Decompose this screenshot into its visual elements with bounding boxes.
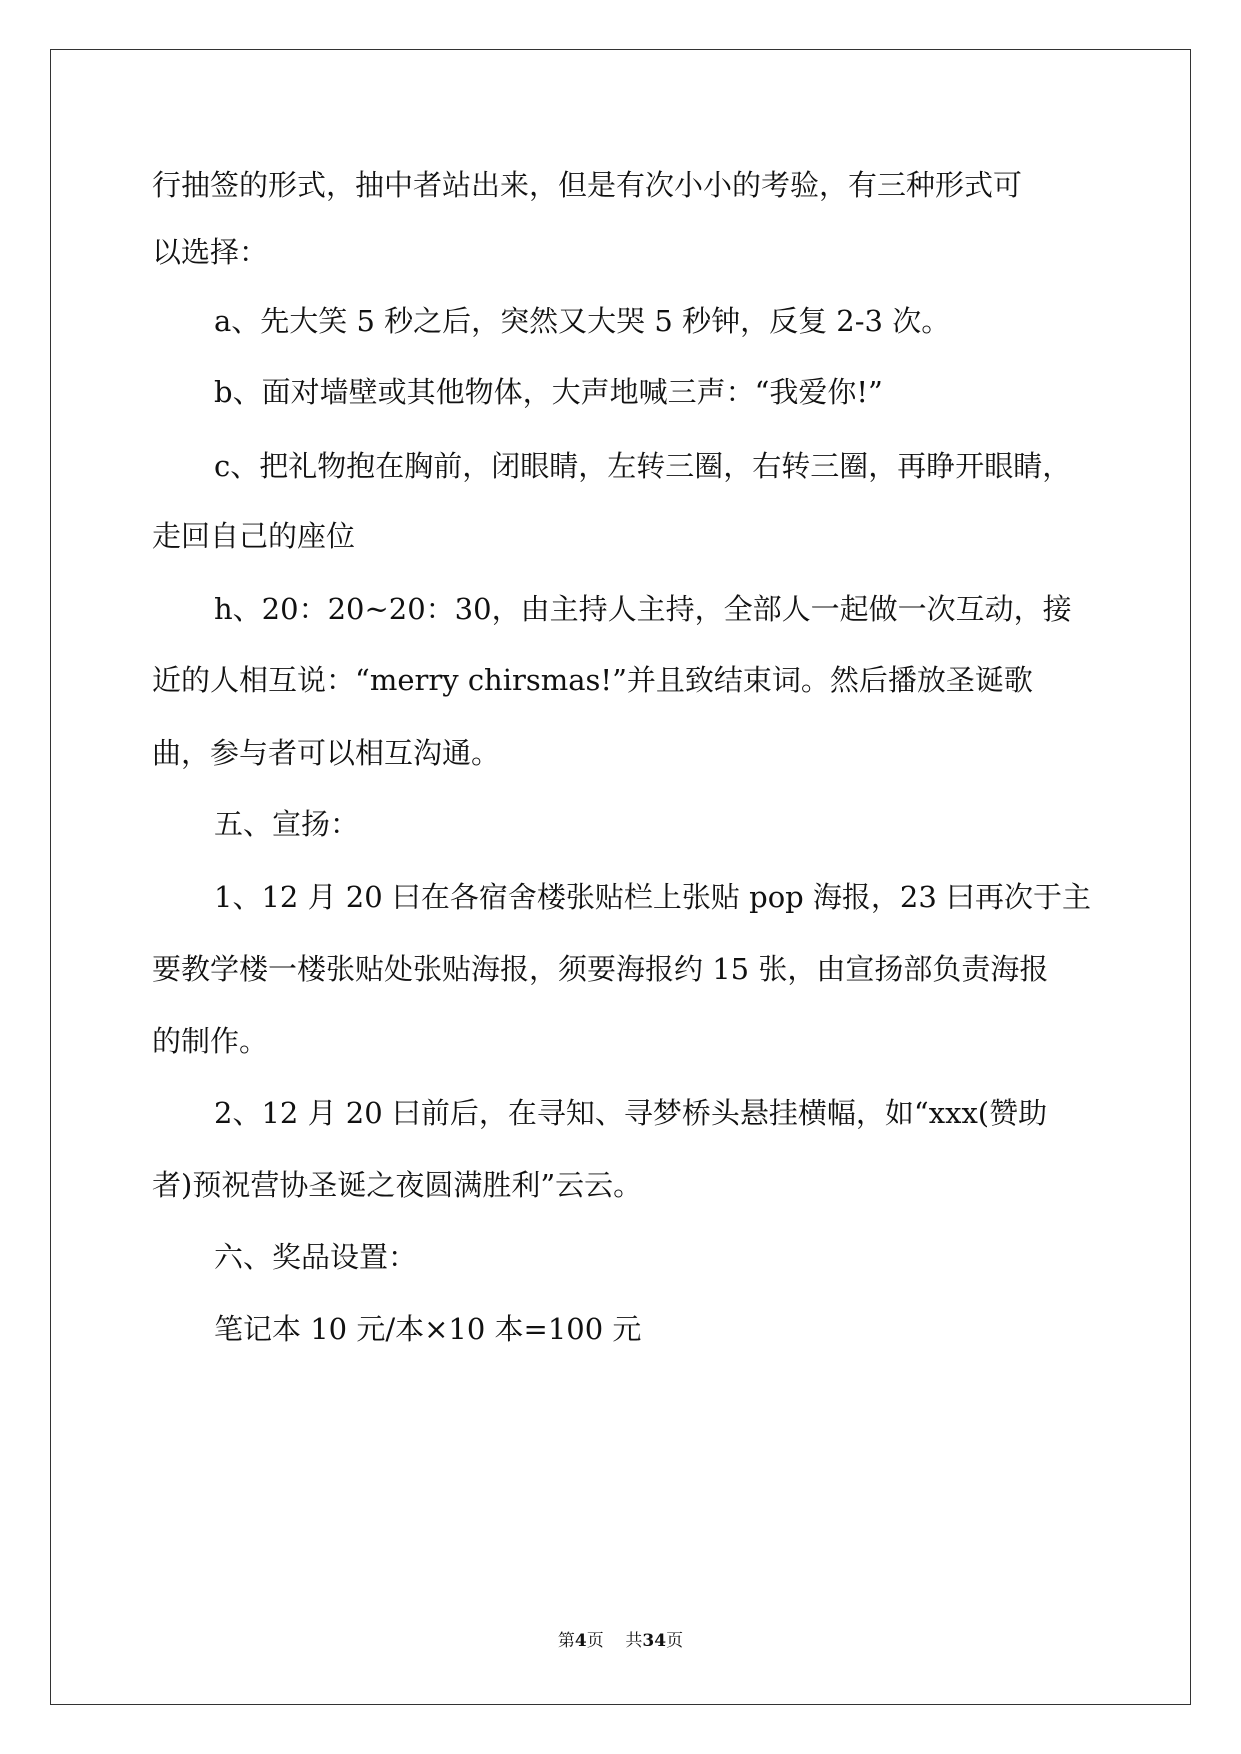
page-footer xyxy=(0,1626,1241,1651)
text-line: 以选择： xyxy=(152,235,269,269)
text-line: 行抽签的形式，抽中者站出来，但是有次小小的考验，有三种形式可 xyxy=(152,168,1023,202)
section-heading: 五、宣扬： xyxy=(214,807,360,841)
text-line: h、20：20~20：30，由主持人主持，全部人一起做一次互动，接 xyxy=(214,592,1072,626)
text-line: 的制作。 xyxy=(152,1024,269,1058)
text-line: 要教学楼一楼张贴处张贴海报，须要海报约 15 张，由宣扬部负责海报 xyxy=(152,952,1049,986)
total-label-prefix: 共 xyxy=(625,1631,643,1651)
page-label-prefix: 第 xyxy=(557,1631,575,1651)
text-line: 2、12 月 20 曰前后，在寻知、寻梦桥头悬挂横幅，如“xxx(赞助 xyxy=(214,1096,1048,1130)
text-line: 笔记本 10 元/本×10 本=100 元 xyxy=(214,1312,642,1346)
text-line: 走回自己的座位 xyxy=(152,519,356,553)
total-label-suffix: 页 xyxy=(666,1631,684,1651)
text-line: a、先大笑 5 秒之后，突然又大哭 5 秒钟，反复 2-3 次。 xyxy=(214,304,951,338)
text-line: c、把礼物抱在胸前，闭眼睛，左转三圈，右转三圈，再睁开眼睛， xyxy=(214,449,1072,483)
text-line: 者)预祝营协圣诞之夜圆满胜利”云云。 xyxy=(152,1168,643,1202)
text-line: b、面对墙壁或其他物体，大声地喊三声：“我爱你!” xyxy=(214,375,883,409)
page-number: 4 xyxy=(574,1631,587,1651)
text-line: 1、12 月 20 曰在各宿舍楼张贴栏上张贴 pop 海报，23 曰再次于主 xyxy=(214,880,1092,914)
text-line: 曲，参与者可以相互沟通。 xyxy=(152,736,501,770)
text-line: 近的人相互说：“merry chirsmas!”并且致结束词。然后播放圣诞歌 xyxy=(152,663,1033,697)
section-heading: 六、奖品设置： xyxy=(214,1240,418,1274)
total-pages: 34 xyxy=(642,1631,667,1651)
page-label-suffix: 页 xyxy=(586,1631,604,1651)
